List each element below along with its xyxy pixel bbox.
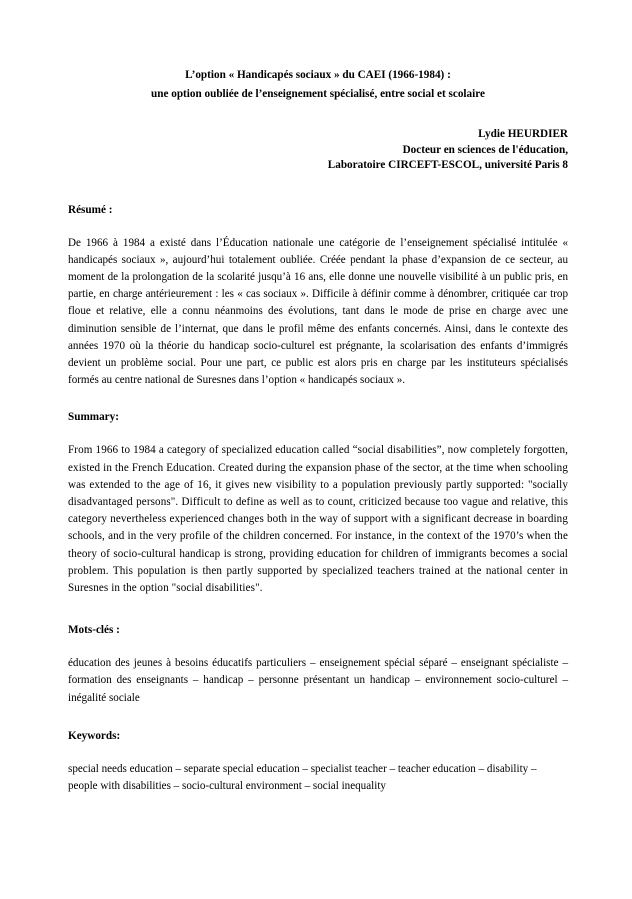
- article-title-line-1: L’option « Handicapés sociaux » du CAEI (1966-1984) :: [185, 69, 451, 81]
- summary-heading: Summary:: [68, 411, 119, 424]
- page-content: [68, 0, 568, 806]
- article-title: [68, 0, 568, 104]
- keywords-heading: Keywords:: [68, 729, 121, 742]
- author-name: Lydie HEURDIER: [478, 128, 568, 140]
- keywords-paragraph: special needs education – separate special education – specialist teacher – teacher education – disability – people with disabilities – socio-cultural environment – social inequality: [68, 762, 537, 792]
- article-title-line-2: une option oubliée de l’enseignement spécialisé, entre social et scolaire: [151, 88, 485, 100]
- motscles-paragraph: éducation des jeunes à besoins éducatifs particuliers – enseignement spécial séparé – enseignant spécialiste – formation des enseignants – handicap – personne présentant un handicap – environnement socio-culturel – inégalité sociale: [68, 657, 568, 704]
- resume-paragraph: De 1966 à 1984 a existé dans l’Éducation nationale une catégorie de l’enseignement spécialisé intitulée « handicapés sociaux », aujourd’hui totalement oubliée. Créée pendant la phase d’expansion de ce secteur, au moment de la prolongation de la scolarité jusqu’à 16 ans, elle donne une nouvelle visibilité à un public pris, en partie, en charge antérieurement : les « cas sociaux ». Difficile à définir comme à dénombrer, critiquée car trop floue et relative, elle a connu néanmoins des évolutions, tant dans le mode de prise en charge avec une diminution sensible de l’internat, que dans le profil même des enfants concernés. Ainsi, dans le contexte des années 1970 où la théorie du handicap socio-culturel est prégnante, la scolarisation des enfants d’immigrés devient un problème social. Pour une part, ce public est alors pris en charge par les instituteurs spécialisés formés au centre national de Suresnes dans l’option « handicapés sociaux ».: [68, 236, 568, 387]
- author-qualification: Docteur en sciences de l'éducation,: [402, 143, 568, 156]
- summary-paragraph: From 1966 to 1984 a category of specialized education called “social disabilities”, now completely forgotten, existed in the French Education. Created during the expansion phase of the sector, at the time when schooling was extended to the age of 16, it gives new visibility to a population previously partly supported: "socially disadvantaged persons". Difficult to define as well as to count, criticized because too vague and relative, this category nevertheless experienced changes both in the way of support with a significant decrease in boarding schools, and in the very profile of the children concerned. For instance, in the context of the 1970’s when the theory of socio-cultural handicap is strong, providing education for children of immigrants becomes a social problem. This population is then partly supported by specialized teachers trained at the national center in Suresnes in the option "social disabilities".: [68, 444, 568, 594]
- author-affiliation: Laboratoire CIRCEFT-ESCOL, université Paris 8: [327, 159, 568, 171]
- resume-heading: Résumé :: [68, 203, 113, 216]
- motscles-heading: Mots-clés :: [68, 624, 120, 637]
- author-block: [68, 127, 568, 174]
